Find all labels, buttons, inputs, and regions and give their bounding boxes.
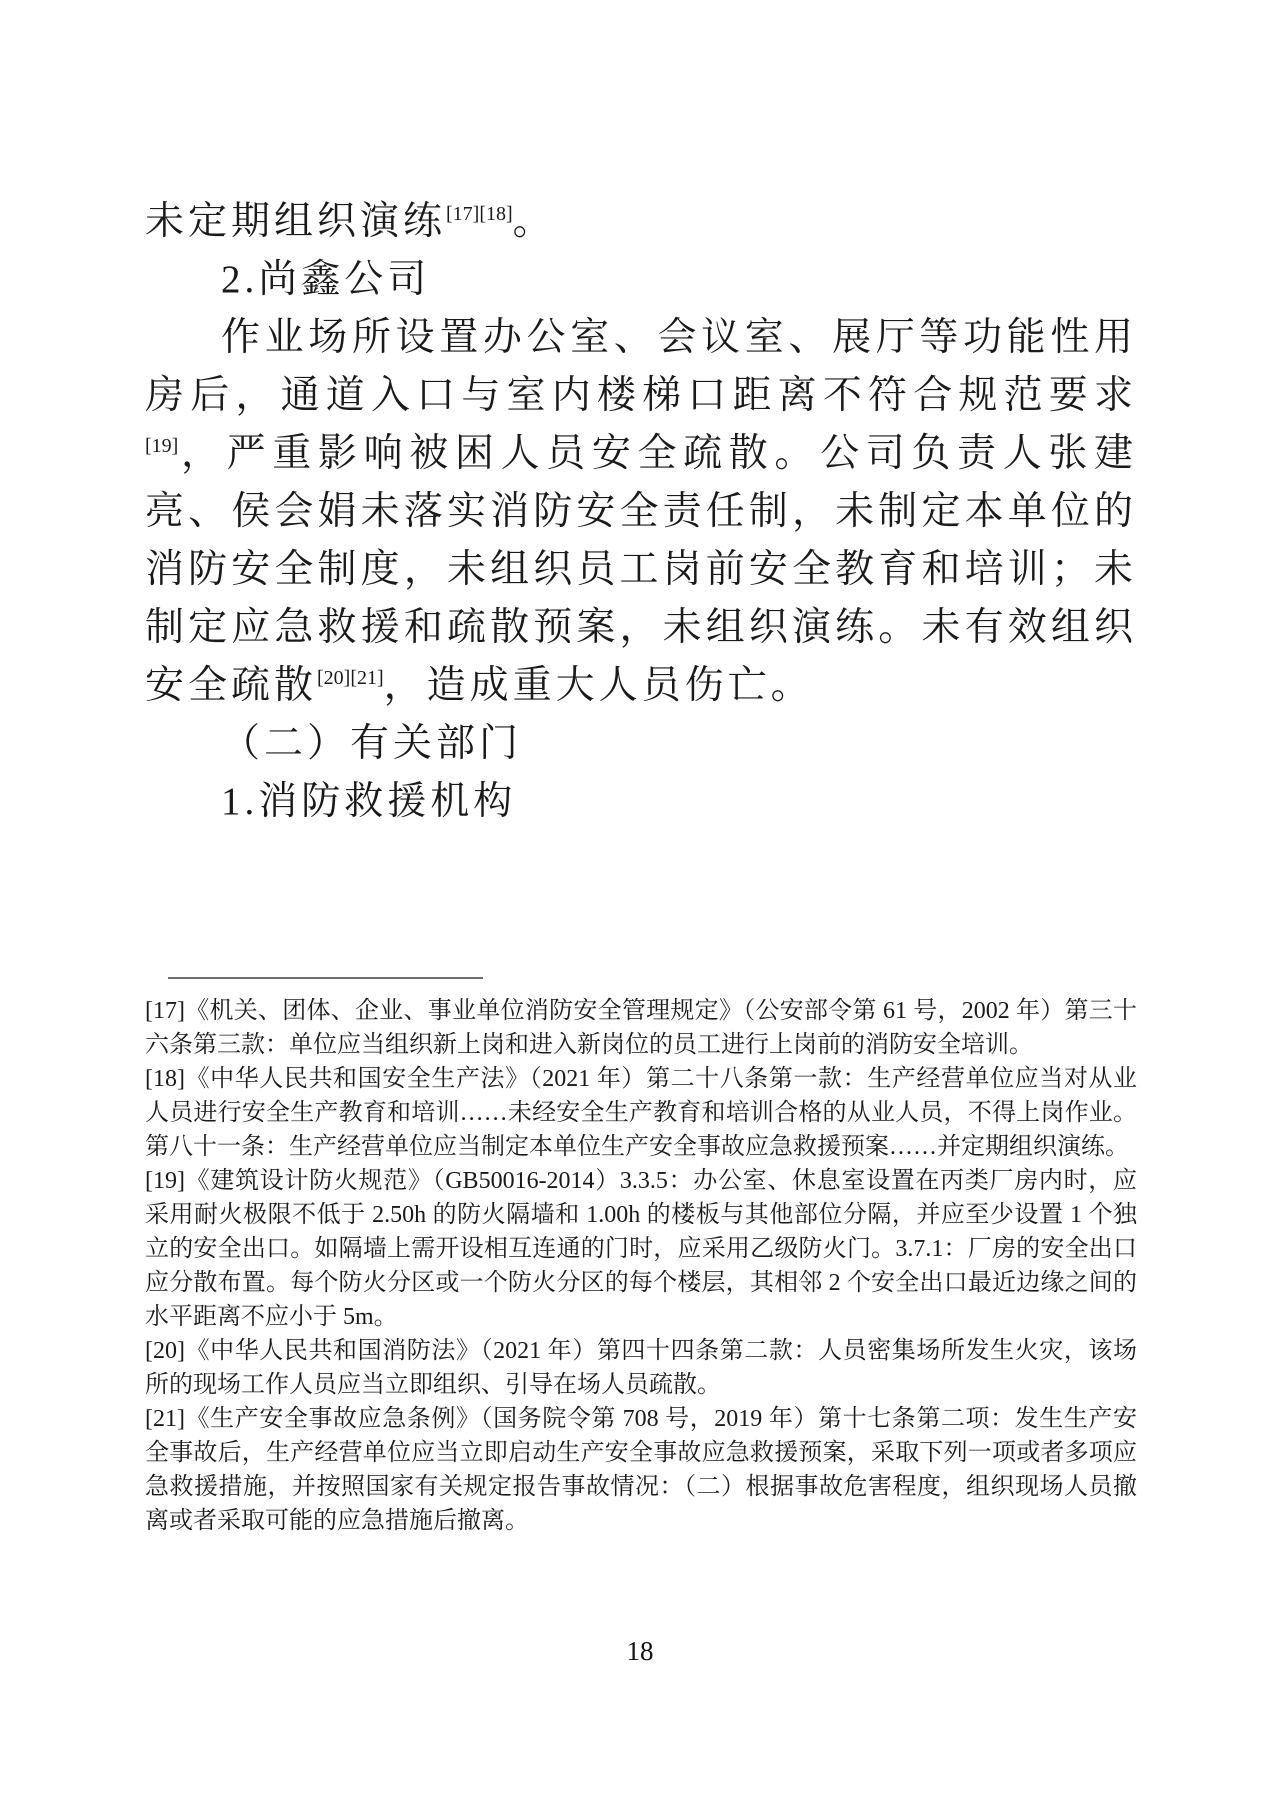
paragraph-continuation-tail: 。	[512, 200, 556, 243]
footnotes-section	[145, 977, 1137, 1538]
footnote-item-17	[145, 994, 1137, 1062]
footnote-ref-20-21: [20][21]	[317, 667, 384, 689]
footnote-text: 《中华人民共和国消防法》（2021 年）第四十四条第二款：人员密集场所发生火灾，该场所的现场工作人员应当立即组织、引导在场人员疏散。	[145, 1338, 1137, 1398]
paragraph-violations	[145, 309, 1137, 715]
footnote-text: 《中华人民共和国安全生产法》（2021 年）第二十八条第一款：生产经营单位应当对从业人员进行安全生产教育和培训……未经安全生产教育和培训合格的从业人员，不得上岗作业。第八十一条：生产经营单位应当制定本单位生产安全事故应急救援预案……并定期组织演练。	[145, 1066, 1137, 1160]
footnote-ref-17-18: [17][18]	[446, 203, 513, 225]
paragraph-continuation	[145, 193, 1137, 251]
footnote-text: 《生产安全事故应急条例》（国务院令第 708 号，2019 年）第十七条第二项：发生生产安全事故后，生产经营单位应当立即启动生产安全事故应急救援预案，采取下列一项或者多项应急救援措施，并按照国家有关规定报告事故情况：（二）根据事故危害程度，组织现场人员撤离或者采取可能的应急措施后撤离。	[145, 1406, 1137, 1534]
paragraph-violations-seg1: 作业场所设置办公室、会议室、展厅等功能性用房后，通道入口与室内楼梯口距离不符合规范要求	[145, 316, 1137, 417]
footnote-marker: [19]	[145, 1168, 185, 1194]
heading-sub: 1.消防救援机构	[221, 780, 517, 823]
footnote-item-20	[145, 1334, 1137, 1402]
heading-company: 2.尚鑫公司	[221, 258, 431, 301]
page-number: 18	[626, 1636, 654, 1666]
main-text	[145, 193, 1137, 831]
footnote-marker: [20]	[145, 1338, 185, 1364]
footnote-item-21	[145, 1402, 1137, 1538]
footnote-marker: [18]	[145, 1066, 185, 1092]
footnote-separator	[168, 977, 483, 979]
footnote-item-18	[145, 1062, 1137, 1164]
paragraph-violations-seg3: ，造成重大人员伤亡。	[383, 664, 814, 707]
paragraph-violations-seg2: ，严重影响被困人员安全疏散。公司负责人张建亮、侯会娟未落实消防安全责任制，未制定本单位的消防安全制度，未组织员工岗前安全教育和培训；未制定应急救援和疏散预案，未组织演练。未有效组织安全疏散	[145, 432, 1137, 707]
footnote-text: 《建筑设计防火规范》（GB50016-2014）3.3.5：办公室、休息室设置在丙类厂房内时，应采用耐火极限不低于 2.50h 的防火隔墙和 1.00h 的楼板与其他部位分隔，并应至少设置 1 个独立的安全出口。如隔墙上需开设相互连通的门时，应采用乙级防火门。3.7.1：厂房的安全出口应分散布置。每个防火分区或一个防火分区的每个楼层，其相邻 2 个安全出口最近边缘之间的水平距离不应小于 5m。	[145, 1168, 1137, 1330]
footnote-ref-19: [19]	[145, 435, 179, 457]
heading-section: （二）有关部门	[221, 722, 523, 765]
footnote-marker: [17]	[145, 998, 185, 1024]
footnote-item-19	[145, 1164, 1137, 1334]
paragraph-continuation-text: 未定期组织演练	[145, 200, 447, 243]
footnote-text: 《机关、团体、企业、事业单位消防安全管理规定》（公安部令第 61 号，2002 年）第三十六条第三款：单位应当组织新上岗和进入新岗位的员工进行上岗前的消防安全培训。	[145, 998, 1137, 1058]
footnote-marker: [21]	[145, 1406, 185, 1432]
